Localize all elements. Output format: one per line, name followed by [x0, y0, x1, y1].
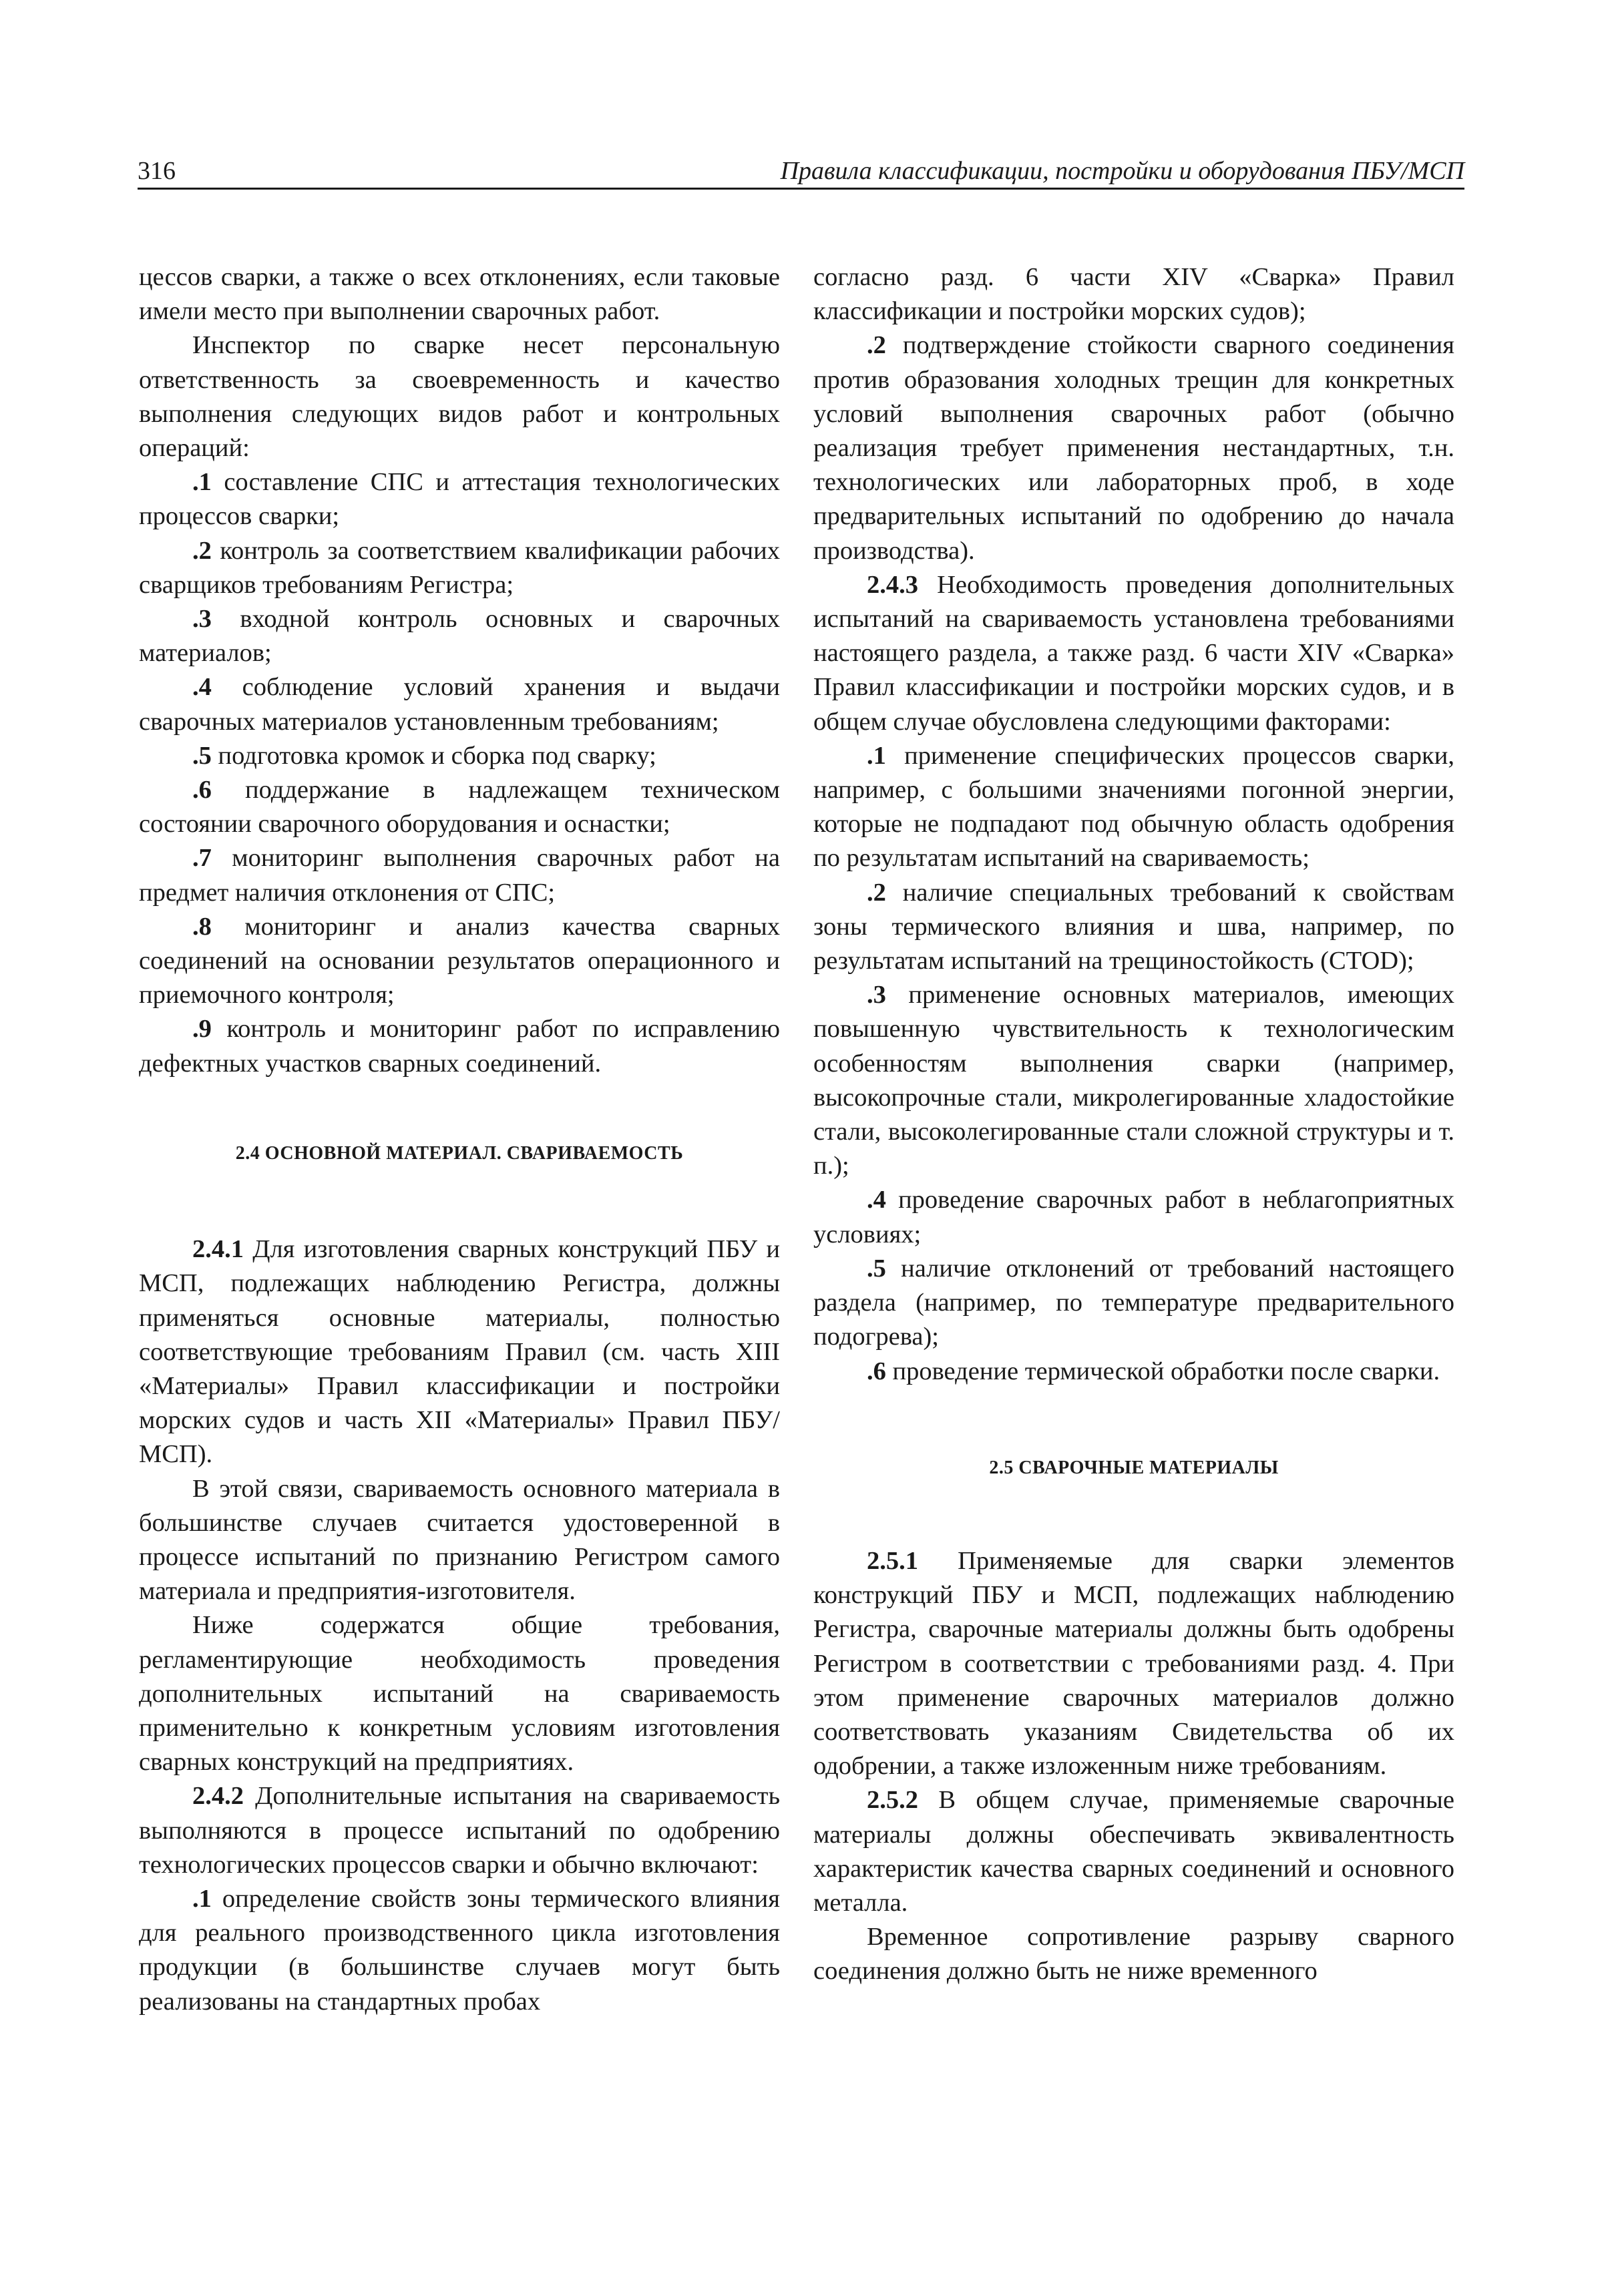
list-item: .5 наличие отклонений от требований настоящего раздела (например, по температуре предварительного подогрева);: [813, 1254, 1454, 1351]
paragraph-2-4-2: 2.4.2 Дополнительные испытания на свариваемость выполняются в процессе испытаний по одобрению технологических процессов сварки и обычно включают:: [139, 1782, 780, 1879]
paragraph: Инспектор по сварке несет персональную ответственность за своевременность и качество выполнения следующих видов работ и контрольных операций:: [139, 331, 780, 463]
list-item: .2 подтверждение стойкости сварного соединения против образования холодных трещин для конкретных условий выполнения сварочных работ (обычно реализация требует применения нестандартных, т.н. технологических или лабораторных проб, в ходе предварительных испытаний по одобрению до начала производства).: [813, 331, 1454, 565]
list-item: .1 применение специфических процессов сварки, например, с большими значениями погонной энергии, которые не подпадают под обычную область одобрения по результатам испытаний на свариваемость;: [813, 741, 1454, 873]
list-item: .6 поддержание в надлежащем техническом состоянии сварочного оборудования и оснастки;: [139, 776, 780, 839]
paragraph: согласно разд. 6 части XIV «Сварка» Правил классификации и постройки морских судов);: [813, 263, 1454, 326]
list-item: .3 применение основных материалов, имеющих повышенную чувствительность к технологическим особенностям выполнения сварки (например, высокопрочные стали, микролегированные хладостойкие стали, высоколегированные стали сложной структуры и т. п.);: [813, 981, 1454, 1180]
paragraph-2-4-3: 2.4.3 Необходимость проведения дополнительных испытаний на свариваемость установлена требованиями настоящего раздела, а также разд. 6 части XIV «Сварка» Правил классификации и постройки морских судов, и в общем случае обусловлена следующими факторами:: [813, 570, 1454, 736]
paragraph-2-5-1: 2.5.1 Применяемые для сварки элементов конструкций ПБУ и МСП, подлежащих наблюдению Регистра, сварочные материалы должны быть одобрены Регистром в соответствии с требованиями разд. 4. При этом применение сварочных материалов должно соответствовать указаниям Свидетельства об их одобрении, а также изложенным ниже требованиям.: [813, 1546, 1454, 1781]
list-item: .5 подготовка кромок и сборка под сварку;: [192, 741, 656, 770]
list-item: .1 составление СПС и аттестация технологических процессов сварки;: [139, 468, 780, 531]
page-header: [138, 148, 1464, 190]
paragraph: В этой связи, свариваемость основного материала в большинстве случаев считается удостоверенной в процессе испытаний по признанию Регистром самого материала и предприятия-изготовителя.: [139, 1474, 780, 1606]
list-item: .4 проведение сварочных работ в неблагоприятных условиях;: [813, 1186, 1454, 1248]
list-item: .6 проведение термической обработки после сварки.: [867, 1357, 1440, 1385]
right-column: [813, 260, 1454, 1989]
left-column: [139, 260, 780, 2019]
list-item: .1 определение свойств зоны термического влияния для реального производственного цикла изготовления продукции (в большинстве случаев могут быть реализованы на стандартных пробах: [139, 1884, 780, 2016]
list-item: .3 входной контроль основных и сварочных материалов;: [139, 605, 780, 668]
list-item: .2 наличие специальных требований к свойствам зоны термического влияния и шва, например, по результатам испытаний на трещиностойкость (CTOD);: [813, 878, 1454, 975]
list-item: .8 мониторинг и анализ качества сварных соединений на основании результатов операционного и приемочного контроля;: [139, 912, 780, 1009]
section-heading-2-5: 2.5 СВАРОЧНЫЕ МАТЕРИАЛЫ: [989, 1457, 1279, 1478]
page-number: 316: [138, 157, 176, 185]
list-item: .2 контроль за соответствием квалификации рабочих сварщиков требованиям Регистра;: [139, 536, 780, 599]
list-item: .7 мониторинг выполнения сварочных работ на предмет наличия отклонения от СПС;: [139, 844, 780, 907]
section-heading-2-4: 2.4 ОСНОВНОЙ МАТЕРИАЛ. СВАРИВАЕМОСТЬ: [235, 1142, 684, 1164]
paragraph: цессов сварки, а также о всех отклонениях, если таковые имели место при выполнении сварочных работ.: [139, 263, 780, 326]
paragraph: Ниже содержатся общие требования, регламентирующие необходимость проведения дополнительных испытаний на свариваемость применительно к конкретным условиям изготовления сварных конструкций на предприятиях.: [139, 1611, 780, 1777]
running-title: Правила классификации, постройки и оборудования ПБУ/МСП: [780, 157, 1464, 185]
paragraph-2-5-2: 2.5.2 В общем случае, применяемые сварочные материалы должны обеспечивать эквивалентность характеристик качества сварных соединений и основного металла.: [813, 1786, 1454, 1917]
paragraph: Временное сопротивление разрыву сварного соединения должно быть не ниже временного: [813, 1923, 1454, 1986]
paragraph-2-4-1: 2.4.1 Для изготовления сварных конструкций ПБУ и МСП, подлежащих наблюдению Регистра, должны применяться основные материалы, полностью соответствующие требованиям Правил (см. часть XIII «Материалы» Правил классификации и постройки морских судов и часть XII «Материалы» Правил ПБУ/МСП).: [139, 1235, 780, 1469]
list-item: .4 соблюдение условий хранения и выдачи сварочных материалов установленным требованиям;: [139, 673, 780, 736]
list-item: .9 контроль и мониторинг работ по исправлению дефектных участков сварных соединений.: [139, 1015, 780, 1078]
